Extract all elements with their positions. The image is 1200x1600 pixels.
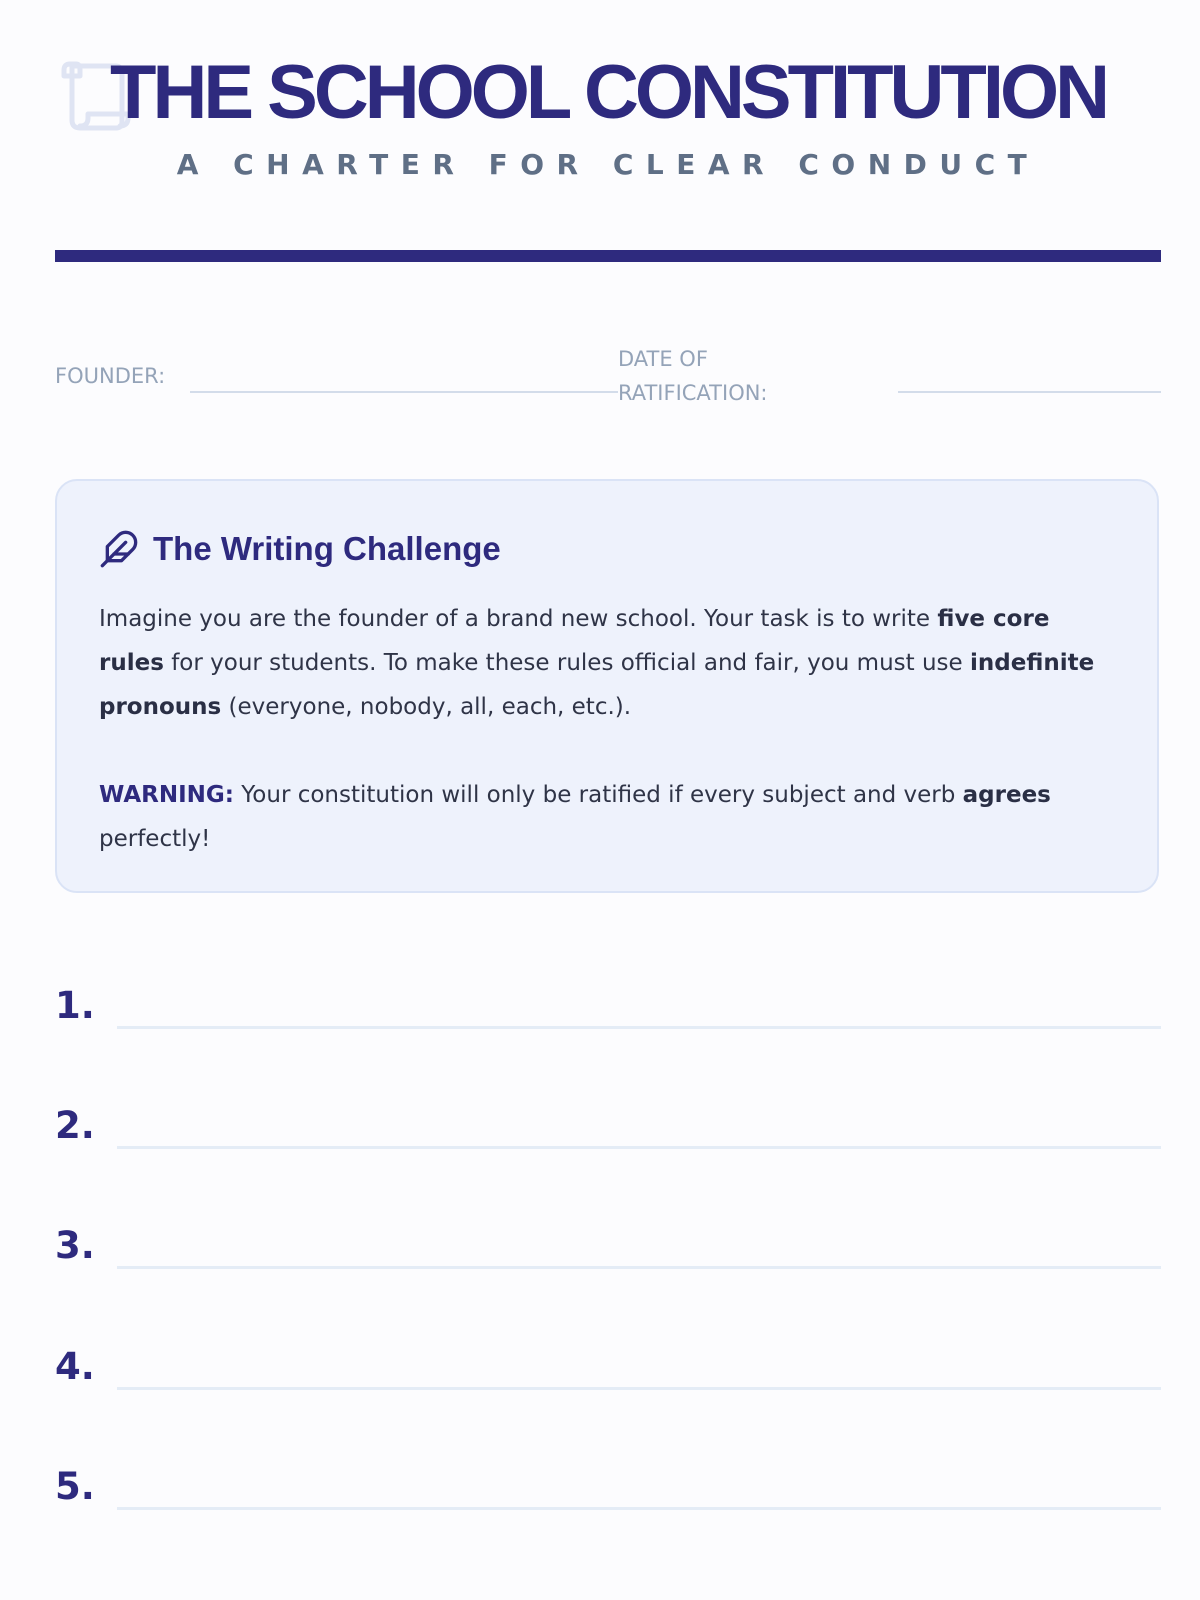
instructions-text: Imagine you are the founder of a brand new school. Your task is to write [99, 606, 938, 632]
rule-row [55, 982, 1161, 1042]
rule-writing-line[interactable] [117, 1146, 1161, 1149]
challenge-warning [99, 773, 1115, 861]
founder-label: FOUNDER: [55, 364, 166, 388]
page-subtitle: A CHARTER FOR CLEAR CONDUCT [176, 148, 1040, 181]
rule-number: 2. [55, 1104, 95, 1147]
feather-icon [99, 529, 139, 569]
rule-writing-line[interactable] [117, 1026, 1161, 1029]
rule-number: 5. [55, 1465, 95, 1508]
instructions-emphasis: indefinite pronouns [99, 650, 1095, 720]
instructions-text: for your students. To make these rules official and fair, you must use [163, 650, 971, 676]
rule-number: 1. [55, 984, 95, 1027]
rule-row [55, 1463, 1161, 1523]
instructions-emphasis: five core rules [99, 606, 1050, 676]
instructions-text: (everyone, nobody, all, each, etc.). [221, 694, 632, 720]
header-divider [55, 250, 1161, 262]
date-of-ratification-label: DATE OF RATIFICATION: [618, 347, 768, 405]
challenge-instructions [99, 597, 1115, 729]
date-of-ratification-field[interactable] [898, 391, 1161, 393]
warning-text: perfectly! [99, 826, 211, 852]
title-wrap [55, 52, 1161, 134]
rule-row [55, 1102, 1161, 1162]
rule-writing-line[interactable] [117, 1507, 1161, 1510]
challenge-header [99, 525, 1115, 573]
founder-field[interactable] [190, 391, 618, 393]
worksheet-page [55, 0, 1161, 1600]
page-title: THE SCHOOL CONSTITUTION [110, 50, 1106, 135]
challenge-title: The Writing Challenge [153, 530, 501, 567]
rule-writing-line[interactable] [117, 1387, 1161, 1390]
warning-text: Your constitution will only be ratified if every subject and verb [233, 782, 963, 808]
rule-row [55, 1222, 1161, 1282]
writing-challenge-box [55, 479, 1159, 893]
rule-writing-line[interactable] [117, 1266, 1161, 1269]
rule-row [55, 1343, 1161, 1403]
warning-emphasis: agrees [962, 782, 1051, 808]
rule-number: 4. [55, 1345, 95, 1388]
rule-number: 3. [55, 1224, 95, 1267]
warning-label: WARNING: [99, 782, 234, 808]
